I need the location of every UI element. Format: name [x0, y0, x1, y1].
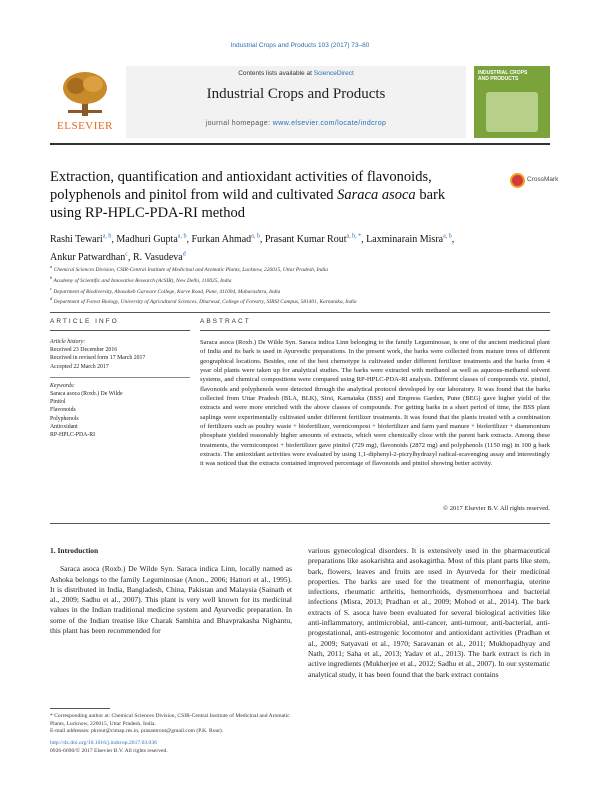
history-label: Article history:	[50, 339, 86, 345]
keyword-item: Antioxidant	[50, 423, 78, 430]
affiliation-item	[50, 295, 550, 306]
journal-homepage	[126, 120, 466, 127]
intro-column-2	[308, 546, 550, 680]
abstract-end-rule	[50, 523, 550, 524]
journal-masthead	[50, 66, 550, 138]
doi-link[interactable]: http://dx.doi.org/10.1016/j.indcrop.2017.03.036	[50, 740, 157, 746]
intro-heading: 1. Introduction	[50, 546, 99, 555]
article-info-heading: ARTICLE INFO	[50, 318, 119, 325]
affiliation-text: Chemical Sciences Division, CSIR-Central Institute of Medicinal and Aromatic Plants, Lucknow, 226015, Uttar Pradesh, India	[52, 266, 328, 273]
homepage-prefix: journal homepage:	[205, 120, 273, 127]
elsevier-logo	[50, 66, 120, 138]
author-affiliation-mark[interactable]: a, b	[177, 234, 187, 240]
author-name[interactable]: Rashi Tewari	[50, 234, 103, 246]
article-info-block	[50, 338, 190, 439]
author-separator: ,	[259, 234, 265, 246]
author-name[interactable]: Prasant Kumar Rout	[264, 234, 347, 246]
journal-title: Industrial Crops and Products	[206, 86, 386, 102]
affiliation-item	[50, 263, 550, 274]
affiliation-text: Academy of Scientific and Innovative Research (AcSIR), New Delhi, 110025, India	[52, 277, 232, 284]
contents-line	[126, 70, 466, 77]
crossmark-label: CrossMark	[527, 176, 559, 183]
author-name[interactable]: Laxminarain Misra	[366, 234, 444, 246]
elsevier-tree-icon	[60, 70, 110, 118]
article-info-rule	[50, 330, 190, 331]
copyright-line: © 2017 Elsevier B.V. All rights reserved.	[443, 505, 550, 512]
journal-cover-thumbnail	[474, 66, 550, 138]
affiliation-text: Department of Biodiversity, Abasaheb Garware College, Karve Road, Pune, 411004, Maharashtra, India	[52, 288, 281, 295]
author-affiliation-mark[interactable]: d	[182, 251, 186, 258]
title-part-2: bark using RP-HPLC-PDA-RI method	[50, 187, 446, 221]
author-name[interactable]: Ankur Patwardhan	[50, 251, 126, 263]
history-item: Received 23 December 2016	[50, 347, 118, 354]
affiliation-mark: a	[50, 264, 53, 269]
info-divider	[50, 377, 190, 378]
homepage-link[interactable]: www.elsevier.com/locate/indcrop	[272, 120, 387, 127]
keyword-item: Flavonoids	[50, 407, 76, 414]
author-list	[50, 230, 470, 265]
issn-line: 0926-6690/© 2017 Elsevier B.V. All rights reserved.	[50, 747, 168, 754]
affiliation-item	[50, 285, 550, 296]
affiliation-mark: b	[50, 274, 53, 280]
cover-image	[486, 92, 538, 132]
footnote-rule	[50, 708, 110, 709]
article-title	[50, 168, 470, 222]
sciencedirect-link[interactable]: ScienceDirect	[313, 70, 354, 77]
intro-paragraph-1: Saraca asoca (Roxb.) De Wilde Syn. Saraca indica Linn, locally named as Ashoka belongs to the family Leguminosae (Anon., 2006; Hattori et al., 1995). It is distributed in India, Bangladesh, China, Pakistan and Malaysia (Sainath et al., 2009; Sadhu et al., 2007). This plant is very well known for its medicinal values in the Indian traditional medicine system and Ayurvedic preparation. In some of the Indian treatise like Charak Samhita and Bhavprakasha Nighantu, this plant has been recommended for	[50, 564, 292, 636]
abstract-heading: ABSTRACT	[200, 318, 251, 325]
history-item: Received in revised form 17 March 2017	[50, 355, 146, 362]
author-name[interactable]: Madhuri Gupta	[116, 234, 178, 246]
keyword-item: Saraca asoca (Roxb.) De Wilde	[50, 391, 123, 398]
masthead-divider	[50, 143, 550, 145]
author-separator: ,	[111, 234, 117, 246]
contents-prefix: Contents lists available at	[238, 70, 314, 77]
keyword-item: Pinitol	[50, 399, 66, 406]
author-name[interactable]: Furkan Ahmad	[191, 234, 252, 246]
email-note: E-mail addresses: pkrout@cimap.res.in, prasantrout@gmail.com (P.K. Rout).	[50, 728, 224, 735]
keyword-item: RP-HPLC-PDA-RI	[50, 432, 96, 439]
title-part-1: Extraction, quantification and antioxidant activities of flavonoids, polyphenols and pinitol from wild and cultivated	[50, 169, 432, 203]
running-head[interactable]: Industrial Crops and Products 103 (2017) 73–80	[230, 42, 370, 49]
author-affiliation-mark[interactable]: a, b	[251, 234, 260, 240]
author-name[interactable]: R. Vasudeva	[132, 251, 183, 263]
intro-paragraph-2: various gynecological disorders. It is extensively used in the pharmaceutical preparations like asokarishta and asokagirtha. Most of this plant parts like stem, bark, flowers, leaves and fruits are used in Ayurveda for their medicinal properties. The barks are used for the treatment of menorrhagia, uterine infections, rheumatic arthritis, hemorrhoids, dysmenorrhoea and bacterial infections (Misra, 2013; Pradhan et al., 2009; Mohod et al., 2014). The bark extracts of S. asoca have been evaluated for several biological activities like anti-inflammatory, antimicrobial, anti-cancer, anti-tumour, anti-bacterial, anti-progestational, anti-estrogenic locomotor and antioxidant activities (Pradhan et al., 2009; Satyavati et al., 1970; Saravanan et al., 2011; Mukhopadhyay and Nath, 2011; Saha et al., 2013; Yadav et al., 2013). The bark extract is rich in active ingredients (Mukherjee et al., 2012; Sadhu et al., 2007). In our systematic analytical study, it has been found that the bark extract contains	[308, 546, 550, 679]
footnote-block	[50, 713, 292, 736]
abstract-body: Saraca asoca (Roxb.) De Wilde Syn. Saraca indica Linn belonging to the family Leguminosae, is one of the ancient medicinal plant of India and its bark is used in Ayurvedic preparations. In the present work, the barks were collected from mature trees of different geographical locations. Besides, one of the best chemotype is cultivated under different fertilizer treatments and the barks from 4 year old plants were taken up for analytical studies. The barks were extracted with methanol as well as aqueous-methanol solvent systems, and chemical compositions were compared using RP-HPLC-PDA-RI analysis. Different classes of compounds viz. pinitol, flavonoids and polyphenols were detected through the analytical protocol developed by our laboratory. It was found that the barks collected from Uttar Pradesh (BLA, BLK), Sirsi, Karnataka (BSS) and Empress Garden, Pune (BEG) gave higher yield of the extracts and were more enriched with the above classes of compounds. For getting barks in a short period of time, the BSS plant saplings were experimentally cultivated under different fertilizer treatments. It was found that the plants treated with a combination of fertilizers such as poultry waste + biofertilizer, vermicompost + biofertilizer and farm yard manure + biofertilizer + diammonium phosphate yielded reasonably higher amounts of extracts, which were chemically close with the parent bark extracts. Among these treatments, the vermicompost + biofertilizer gave pinitol (729 mg), flavonoids (2872 mg) and polyphenols (1150 mg) in 100 g bark extracts. The antioxidant activities were evaluated by using 1,1-diphenyl-2-picrylhydrazyl radical-scavenging assay and interestingly it was noticed that the extracts contained improved percentage of flavonoids and pinitol showing better activity.	[200, 339, 550, 468]
cover-text: INDUSTRIAL CROPS AND PRODUCTS	[478, 70, 528, 82]
author-separator: ,	[451, 234, 455, 246]
author-separator: ,	[361, 234, 367, 246]
intro-column-1	[50, 546, 292, 636]
author-affiliation-mark[interactable]: c	[125, 251, 128, 258]
journal-info-box	[126, 66, 466, 138]
history-item: Accepted 22 March 2017	[50, 363, 109, 370]
abstract-rule	[200, 330, 550, 331]
author-affiliation-mark[interactable]: a, b	[443, 234, 452, 240]
affiliation-mark: c	[50, 285, 52, 291]
affiliation-list	[50, 263, 550, 306]
author-affiliation-mark[interactable]: a, b, *	[346, 234, 362, 240]
corresponding-author-note: * Corresponding author at: Chemical Sciences Division, CSIR-Central Institute of Medicinal and Aromatic Plants, Lucknow, 226015, Uttar Pradesh, India.	[50, 713, 290, 727]
author-separator: ,	[186, 234, 192, 246]
publisher-wordmark: ELSEVIER	[57, 120, 113, 132]
author-separator: ,	[127, 251, 133, 263]
section-divider	[50, 312, 550, 313]
affiliation-item	[50, 274, 550, 285]
keywords-label: Keywords:	[50, 382, 75, 389]
crossmark-icon	[510, 173, 525, 188]
author-affiliation-mark[interactable]: a, b	[102, 234, 112, 240]
crossmark-badge[interactable]	[510, 171, 559, 191]
affiliation-mark: d	[50, 296, 53, 302]
title-species: Saraca asoca	[337, 187, 416, 203]
doi-block	[50, 740, 292, 755]
affiliation-text: Department of Forest Biology, University of Agricultural Sciences, Dharwad, College of Forestry, SIRSI Campus, 581401, Karnataka, India	[52, 299, 357, 306]
keyword-item: Polyphenols	[50, 415, 79, 422]
